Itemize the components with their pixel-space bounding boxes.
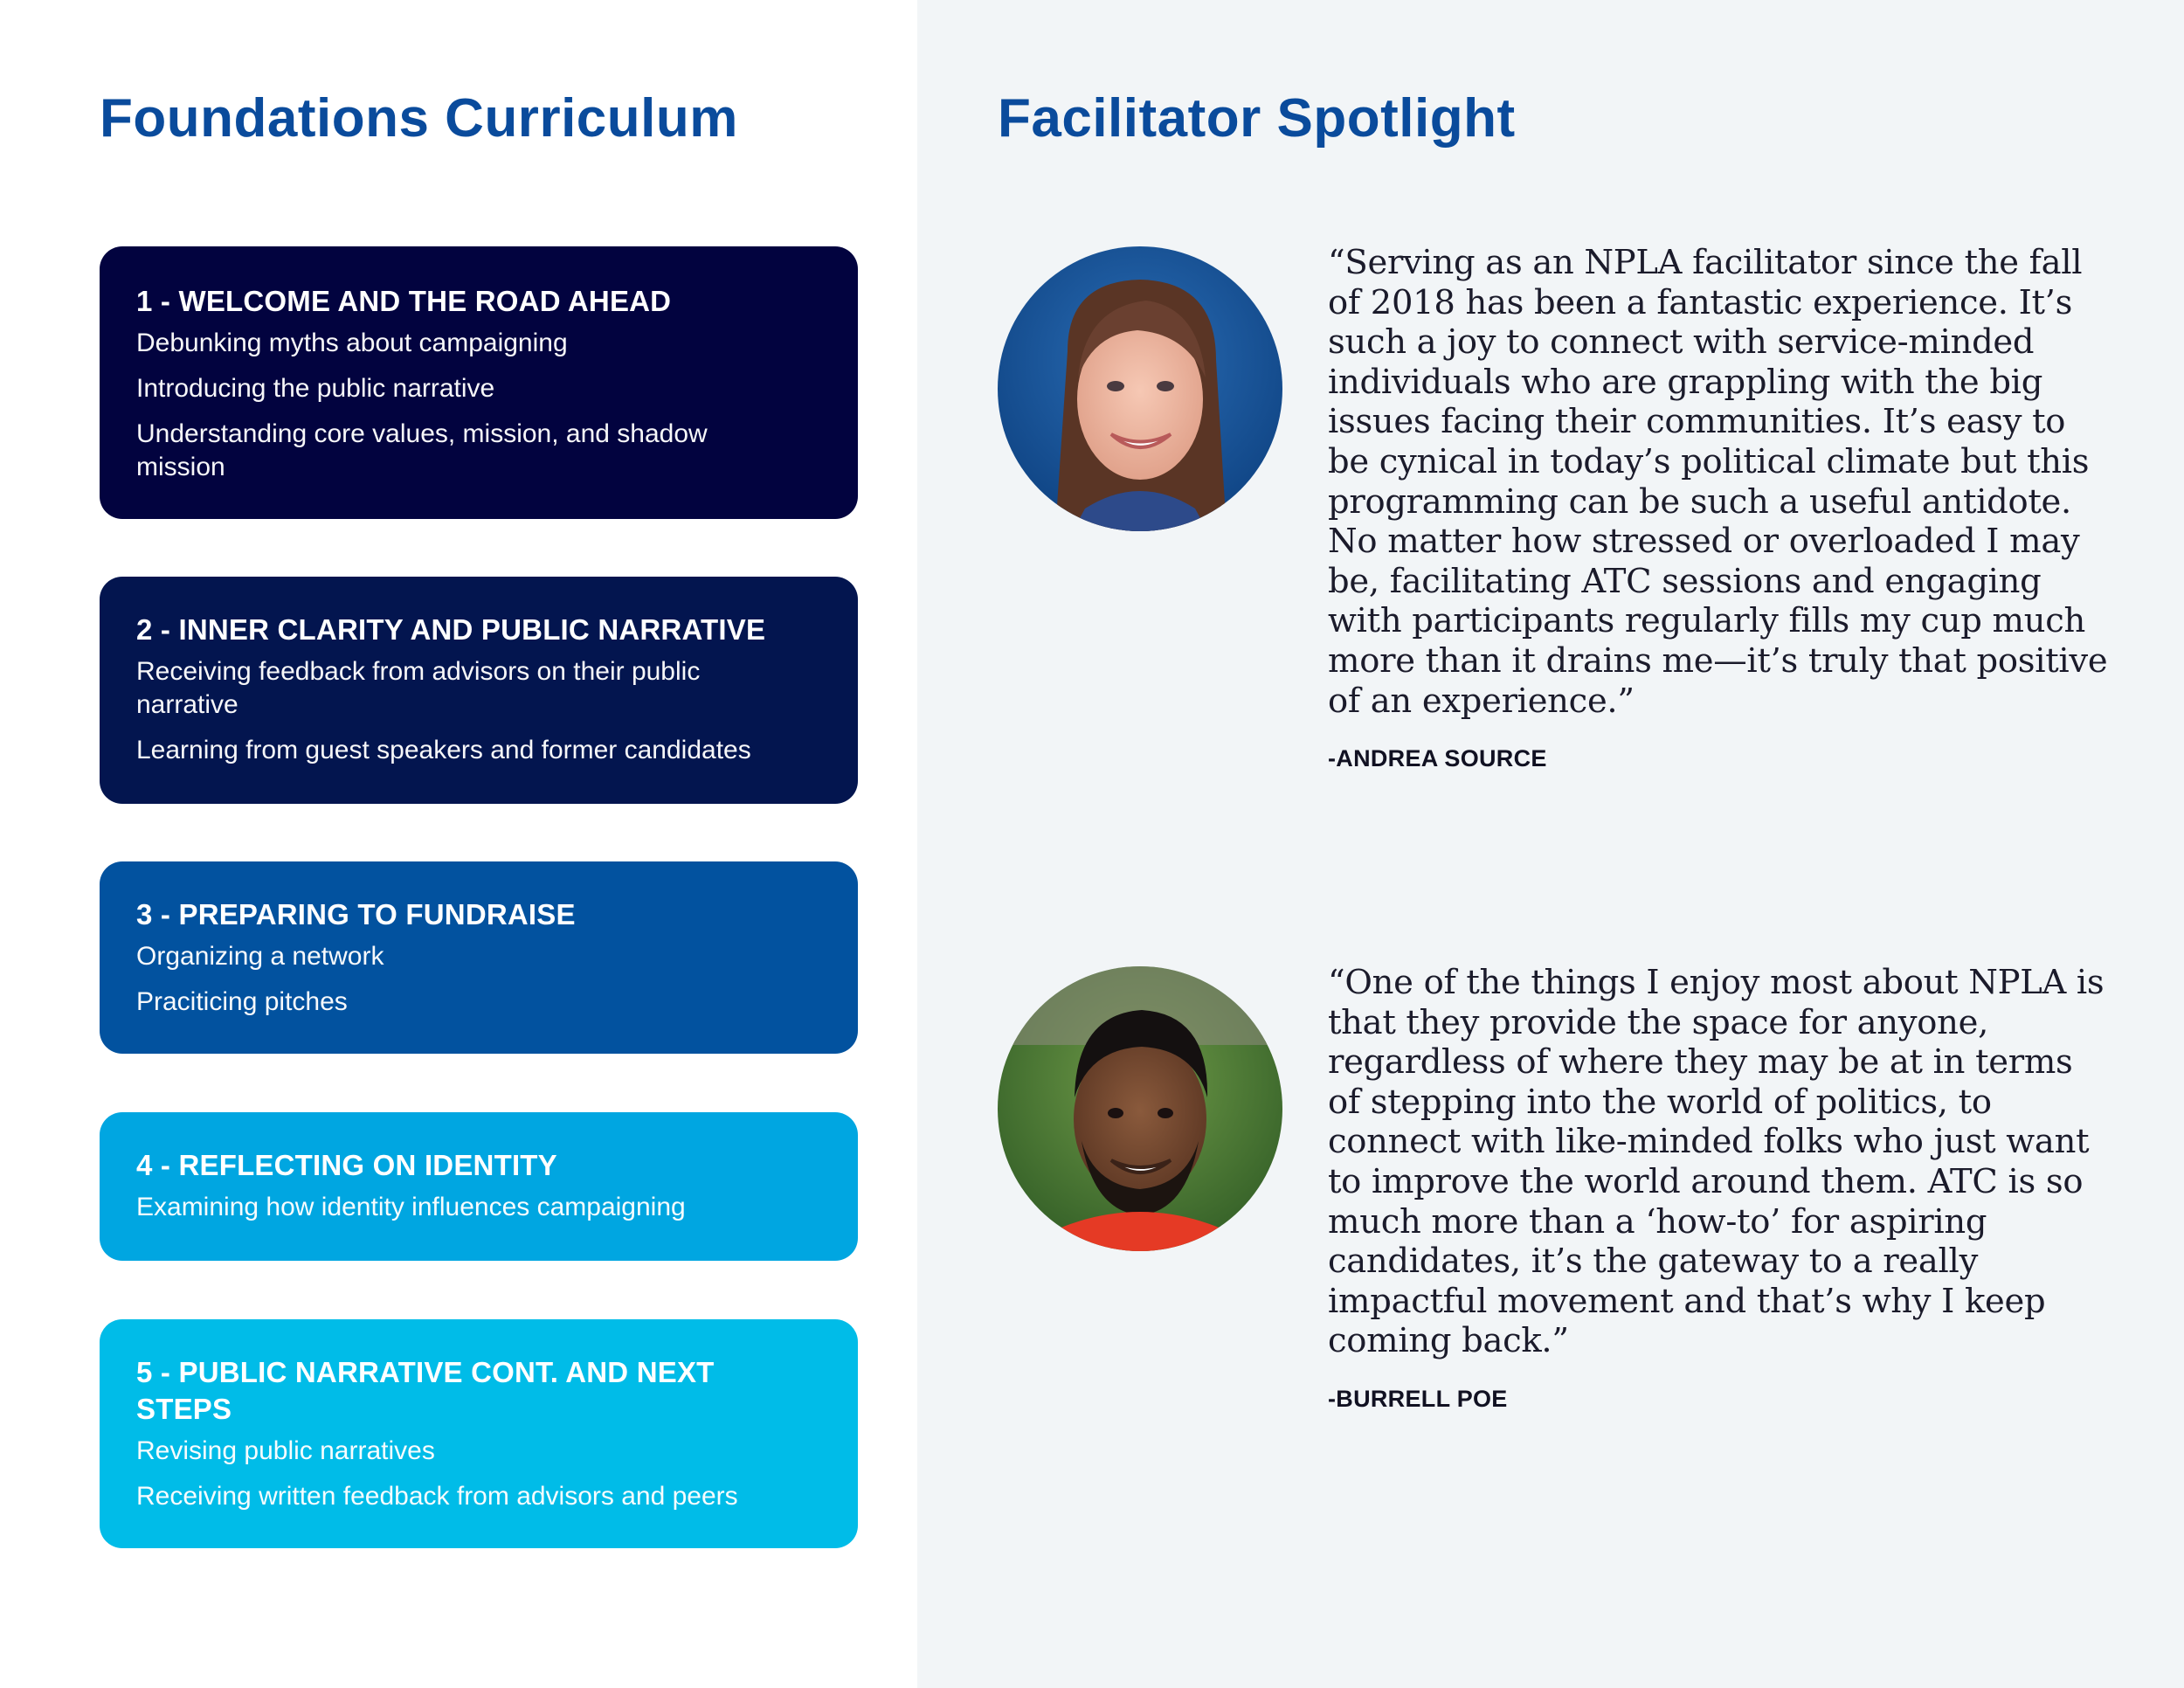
module-item: Receiving feedback from advisors on their public narrative — [136, 657, 701, 719]
module-item: Examining how identity influences campaigning — [136, 1193, 686, 1221]
module-title: 4 - REFLECTING ON IDENTITY — [136, 1149, 557, 1181]
facilitator-quote-1 — [1328, 243, 2114, 772]
facilitator-photo-burrell — [998, 966, 1282, 1251]
facilitator-quote-2 — [1328, 963, 2114, 1413]
module-card-1 — [100, 246, 858, 519]
module-title: 5 - PUBLIC NARRATIVE CONT. AND NEXT STEPS — [136, 1356, 715, 1425]
quote-author: -BURRELL POE — [1328, 1385, 1508, 1412]
module-item: Praciticing pitches — [136, 987, 348, 1016]
quote-author: -ANDREA SOURCE — [1328, 745, 1547, 772]
module-card-3 — [100, 861, 858, 1054]
quote-text: “Serving as an NPLA facilitator since the fall of 2018 has been a fantastic experience. It’s such a joy to connect with service-minded individuals who are grappling with the big issues facing their communities. It’s easy to be cynical in today’s political climate but this programming can be such a useful antidote. No matter how stressed or overloaded I may be, facilitating ATC sessions and engaging with participants regularly fills my cup much more than it drains me—it’s truly that positive of an experience.” — [1328, 243, 2108, 721]
curriculum-column — [0, 0, 917, 1688]
module-item: Organizing a network — [136, 942, 384, 971]
facilitator-photo-andrea — [998, 246, 1282, 531]
module-card-4 — [100, 1112, 858, 1261]
curriculum-title: Foundations Curriculum — [100, 88, 738, 149]
module-card-2 — [100, 577, 858, 804]
module-item: Learning from guest speakers and former candidates — [136, 736, 751, 764]
module-title: 2 - INNER CLARITY AND PUBLIC NARRATIVE — [136, 613, 766, 646]
module-item: Introducing the public narrative — [136, 374, 495, 403]
spotlight-column — [917, 0, 2184, 1688]
module-item: Receiving written feedback from advisors and peers — [136, 1482, 738, 1511]
quote-text: “One of the things I enjoy most about NPLA is that they provide the space for anyone, regardless of where they may be at in terms of stepping into the world of politics, to connect with like-minded folks who just want to improve the world around them. ATC is so much more than a ‘how-to’ for aspiring candidates, it’s the gateway to a really impactful movement and that’s why I keep coming back.” — [1328, 963, 2105, 1361]
portrait-image — [998, 966, 1282, 1251]
module-item: Revising public narratives — [136, 1436, 435, 1465]
module-title: 1 - WELCOME AND THE ROAD AHEAD — [136, 285, 672, 317]
module-title: 3 - PREPARING TO FUNDRAISE — [136, 898, 576, 930]
portrait-image — [998, 246, 1282, 531]
spotlight-title: Facilitator Spotlight — [998, 88, 1516, 149]
module-item: Understanding core values, mission, and shadow mission — [136, 419, 708, 481]
module-card-5 — [100, 1319, 858, 1548]
module-item: Debunking myths about campaigning — [136, 329, 568, 357]
